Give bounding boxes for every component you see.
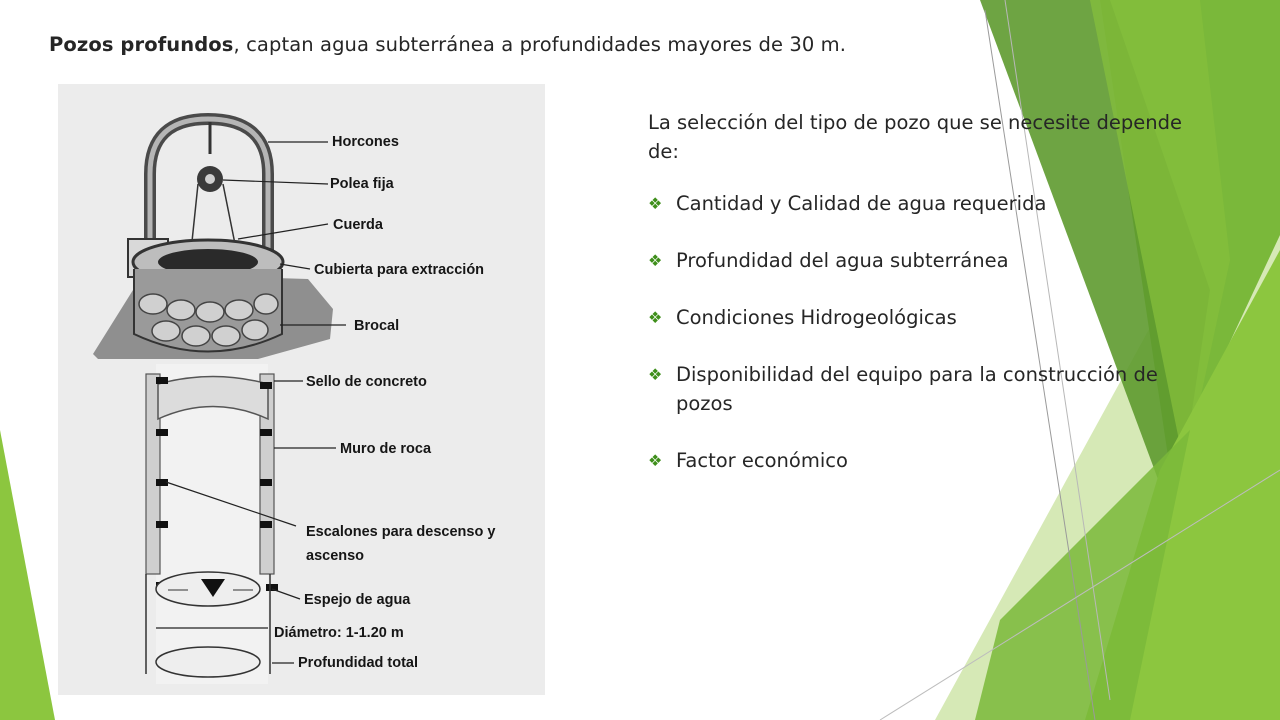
label-sello: Sello de concreto: [306, 374, 427, 390]
diamond-bullet-icon: ❖: [648, 365, 663, 384]
intro-text: La selección del tipo de pozo que se necesite depende de:: [648, 111, 1183, 163]
label-escalones-1: Escalones para descenso y: [306, 524, 496, 540]
label-profundidad: Profundidad total: [298, 655, 419, 671]
label-escalones-2: ascenso: [306, 548, 365, 564]
diamond-bullet-icon: ❖: [648, 194, 663, 213]
bullet-text: Cantidad y Calidad de agua requerida: [676, 192, 1047, 215]
label-espejo: Espejo de agua: [304, 592, 411, 608]
bullet-item: [648, 189, 1188, 218]
slide-title: [49, 33, 846, 56]
bullet-item: [648, 246, 1188, 275]
label-brocal: Brocal: [354, 318, 400, 334]
label-cubierta: Cubierta para extracción: [314, 262, 485, 278]
bullet-text: Profundidad del agua subterránea: [676, 249, 1009, 272]
bullet-item: [648, 303, 1188, 332]
well-diagram: [58, 84, 545, 695]
well-bottom: [156, 647, 260, 677]
content-panel: [648, 108, 1188, 503]
well-diagram-drawing: [58, 84, 545, 695]
diamond-bullet-icon: ❖: [648, 451, 663, 470]
left-green-corner: [0, 430, 55, 720]
bullet-text: Condiciones Hidrogeológicas: [676, 306, 957, 329]
label-muro: Muro de roca: [340, 441, 432, 457]
label-horcones: Horcones: [332, 134, 399, 150]
bullet-text: Factor económico: [676, 449, 848, 472]
title-rest: , captan agua subterránea a profundidades mayores de 30 m.: [233, 33, 847, 56]
label-cuerda: Cuerda: [333, 217, 383, 233]
bullet-item: [648, 360, 1188, 418]
bullet-list: [648, 189, 1188, 475]
diamond-bullet-icon: ❖: [648, 251, 663, 270]
label-diametro: Diámetro: 1-1.20 m: [274, 625, 404, 641]
bullet-item: [648, 446, 1188, 475]
label-polea-fija: Polea fija: [330, 176, 394, 192]
diamond-bullet-icon: ❖: [648, 308, 663, 327]
title-bold: Pozos profundos: [49, 33, 234, 56]
bullet-text: Disponibilidad del equipo para la construcción de pozos: [676, 363, 1158, 415]
